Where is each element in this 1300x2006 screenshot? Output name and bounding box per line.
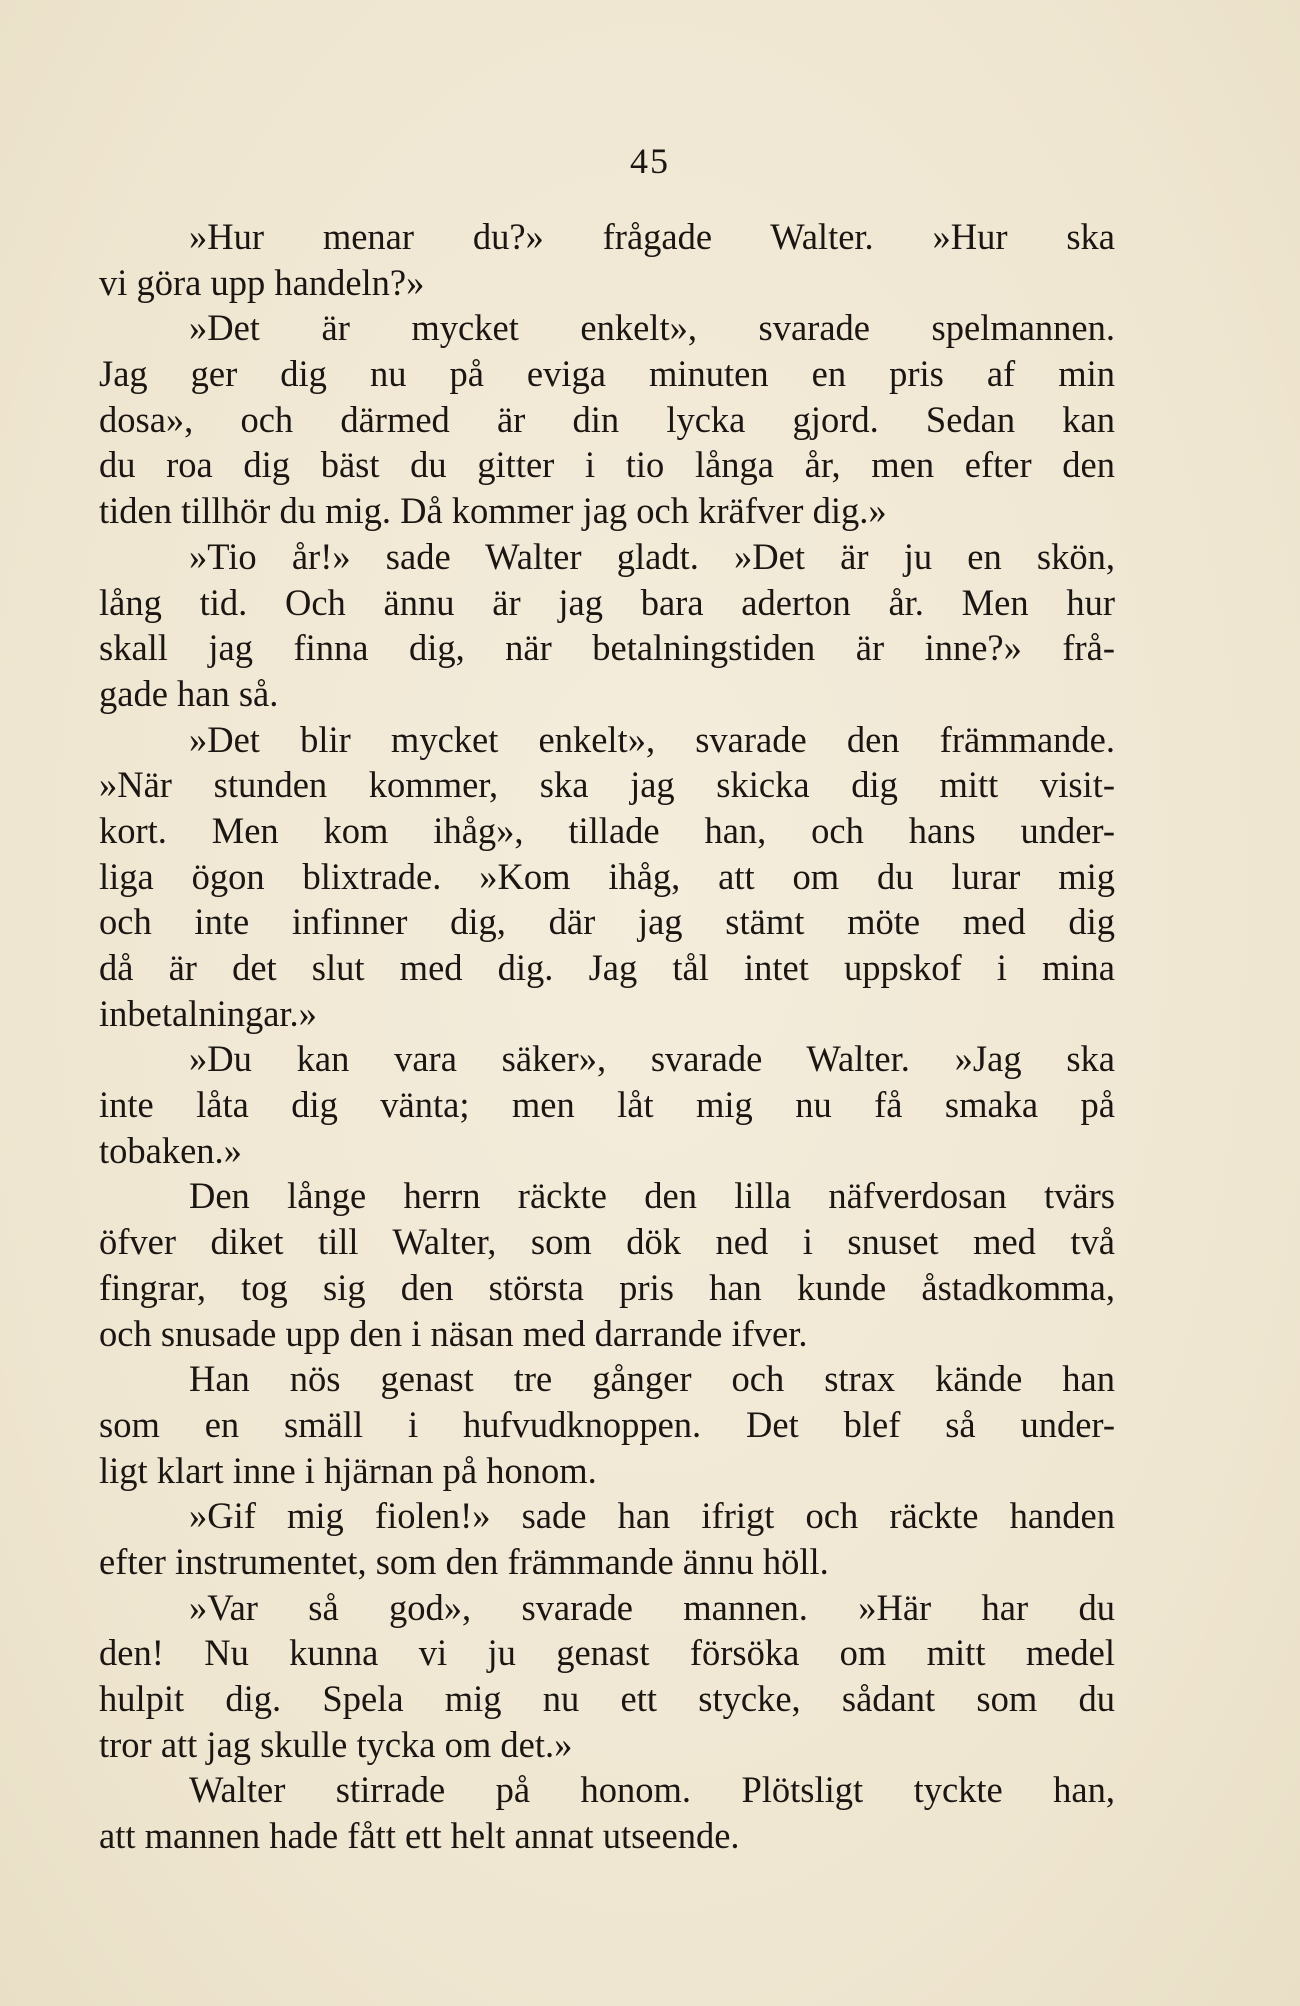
- text-line: Han nös genast tre gånger och strax kände han: [189, 1358, 1115, 1400]
- text-line: ligt klart inne i hjärnan på honom.: [99, 1449, 597, 1491]
- text-line: hulpit dig. Spela mig nu ett stycke, sådant som du: [99, 1678, 1115, 1719]
- text-line: liga ögon blixtrade. »Kom ihåg, att om du lurar mig: [99, 855, 1115, 897]
- text-line: Walter stirrade på honom. Plötsligt tyckte han,: [189, 1769, 1115, 1811]
- text-line: vi göra upp handeln?»: [99, 261, 425, 303]
- text-line: att mannen hade fått ett helt annat utseende.: [99, 1815, 740, 1857]
- text-line: inbetalningar.»: [99, 992, 317, 1034]
- text-line: »Var så god», svarade mannen. »Här har du: [189, 1586, 1115, 1628]
- text-line: tror att jag skulle tycka om det.»: [99, 1723, 573, 1765]
- page-number: 45: [630, 141, 670, 181]
- text-line: inte låta dig vänta; men låt mig nu få smaka på: [99, 1084, 1115, 1126]
- text-line: lång tid. Och ännu är jag bara aderton år. Men hur: [99, 581, 1115, 623]
- text-line: öfver diket till Walter, som dök ned i snuset med två: [99, 1221, 1115, 1263]
- text-line: gade han så.: [99, 672, 279, 714]
- text-line: »Det är mycket enkelt», svarade spelmannen.: [189, 307, 1115, 349]
- body-text: [99, 214, 1115, 1859]
- text-line: dosa», och därmed är din lycka gjord. Sedan kan: [99, 398, 1115, 440]
- text-line: den! Nu kunna vi ju genast försöka om mitt medel: [99, 1632, 1115, 1674]
- text-line: skall jag finna dig, när betalningstiden är inne?» frå-: [99, 627, 1115, 669]
- text-line: då är det slut med dig. Jag tål intet uppskof i mina: [99, 947, 1115, 988]
- text-line: efter instrumentet, som den främmande ännu höll.: [99, 1540, 829, 1582]
- text-line: »Hur menar du?» frågade Walter. »Hur ska: [189, 216, 1115, 257]
- text-line: tiden tillhör du mig. Då kommer jag och kräfver dig.»: [99, 490, 887, 532]
- text-line: »När stunden kommer, ska jag skicka dig mitt visit-: [99, 764, 1115, 806]
- text-line: som en smäll i hufvudknoppen. Det blef så under-: [99, 1403, 1115, 1445]
- text-line: och inte infinner dig, där jag stämt möte med dig: [99, 901, 1115, 943]
- text-line: Den långe herrn räckte den lilla näfverdosan tvärs: [189, 1175, 1115, 1217]
- text-line: kort. Men kom ihåg», tillade han, och hans under-: [99, 809, 1115, 851]
- text-line: fingrar, tog sig den största pris han kunde åstadkomma,: [99, 1266, 1115, 1308]
- text-line: »Gif mig fiolen!» sade han ifrigt och räckte handen: [189, 1495, 1115, 1537]
- text-line: »Tio år!» sade Walter gladt. »Det är ju en skön,: [189, 535, 1115, 577]
- text-line: »Det blir mycket enkelt», svarade den främmande.: [189, 718, 1115, 760]
- text-line: Jag ger dig nu på eviga minuten en pris af min: [99, 353, 1115, 395]
- text-line: tobaken.»: [99, 1129, 242, 1171]
- text-line: och snusade upp den i näsan med darrande ifver.: [99, 1312, 808, 1354]
- text-line: »Du kan vara säker», svarade Walter. »Jag ska: [189, 1038, 1115, 1080]
- text-line: du roa dig bäst du gitter i tio långa år, men efter den: [99, 444, 1115, 486]
